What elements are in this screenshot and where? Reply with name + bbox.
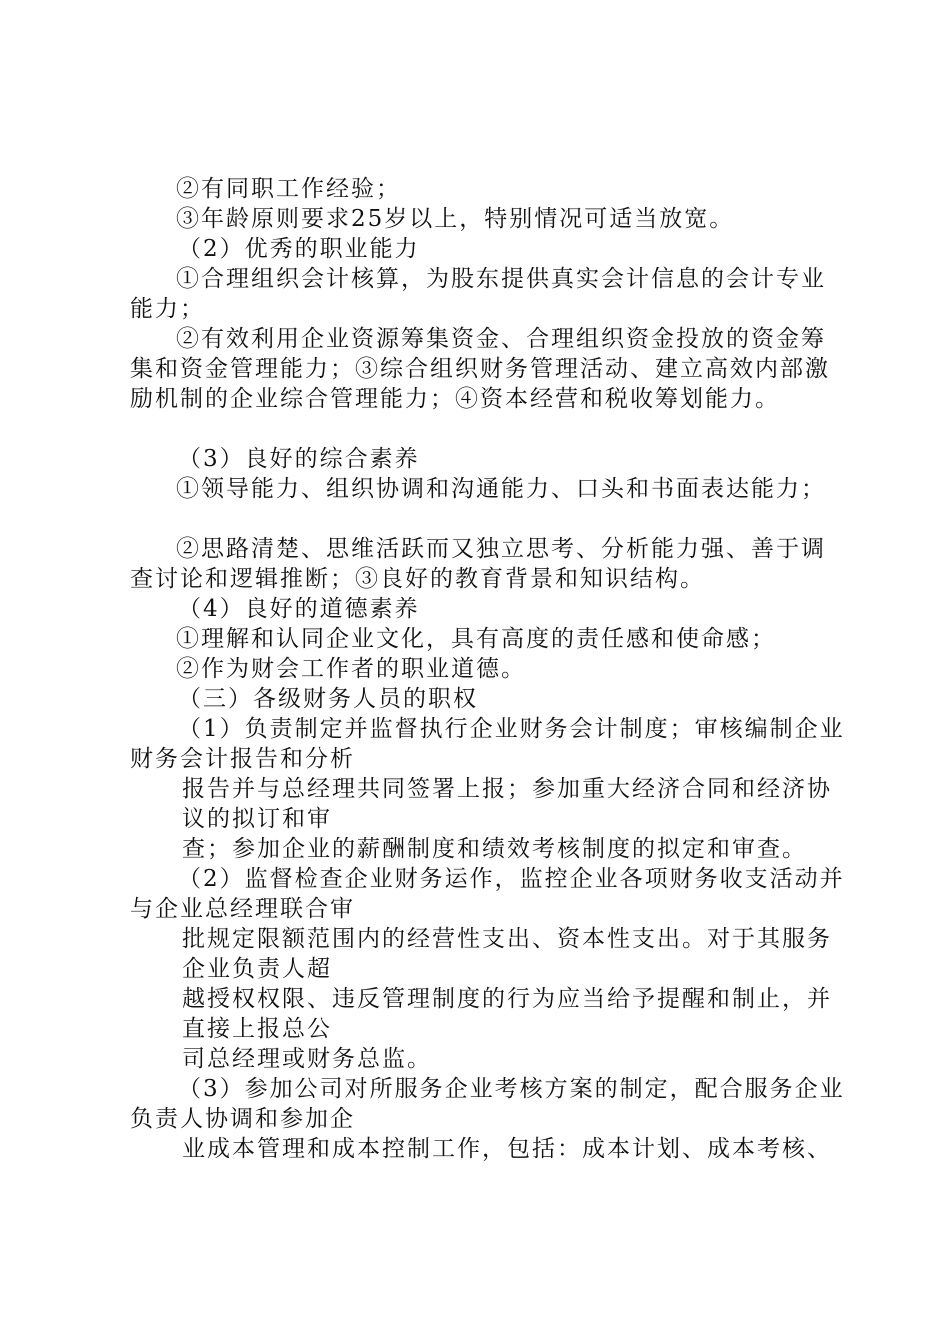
blank-line	[130, 504, 850, 534]
section-heading: （2）优秀的职业能力	[178, 236, 420, 262]
paragraph: ①合理组织会计核算，为股东提供真实会计信息的会计专业能力；	[130, 266, 826, 322]
section-heading: （3）良好的综合素养	[178, 446, 420, 472]
document-body	[130, 174, 850, 1164]
paragraph: ②思路清楚、思维活跃而又独立思考、分析能力强、善于调查讨论和逻辑推断；③良好的教育背景和知识结构。	[130, 536, 826, 592]
paragraph: ②有效利用企业资源筹集资金、合理组织资金投放的资金筹集和资金管理能力；③综合组织财务管理活动、建立高效内部激励机制的企业综合管理能力；④资本经营和税收筹划能力。	[130, 326, 830, 412]
paragraph-continuation: 报告并与总经理共同签署上报；参加重大经济合同和经济协议的拟订和审	[182, 776, 832, 832]
paragraph: ①领导能力、组织协调和沟通能力、口头和书面表达能力；	[176, 476, 826, 502]
blank-line	[130, 414, 850, 444]
paragraph: （3）参加公司对所服务企业考核方案的制定，配合服务企业负责人协调和参加企	[130, 1076, 845, 1132]
paragraph: ①理解和认同企业文化，具有高度的责任感和使命感；	[176, 626, 776, 652]
paragraph-continuation: 批规定限额范围内的经营性支出、资本性支出。对于其服务企业负责人超	[182, 926, 832, 982]
paragraph: ②作为财会工作者的职业道德。	[176, 656, 526, 682]
paragraph-continuation: 查；参加企业的薪酬制度和绩效考核制度的拟定和审查。	[182, 836, 807, 862]
paragraph-continuation: 司总经理或财务总监。	[182, 1046, 432, 1072]
paragraph: ②有同职工作经验；	[176, 176, 401, 202]
paragraph-continuation: 越授权权限、违反管理制度的行为应当给予提醒和制止，并直接上报总公	[182, 986, 832, 1042]
paragraph: ③年龄原则要求25岁以上，特别情况可适当放宽。	[176, 206, 735, 232]
paragraph: （1）负责制定并监督执行企业财务会计制度；审核编制企业财务会计报告和分析	[130, 716, 845, 772]
paragraph-continuation: 业成本管理和成本控制工作，包括：成本计划、成本考核、	[182, 1136, 832, 1162]
paragraph: （2）监督检查企业财务运作，监控企业各项财务收支活动并与企业总经理联合审	[130, 866, 845, 922]
section-heading: （三）各级财务人员的职权	[178, 686, 478, 712]
section-heading: （4）良好的道德素养	[178, 596, 420, 622]
